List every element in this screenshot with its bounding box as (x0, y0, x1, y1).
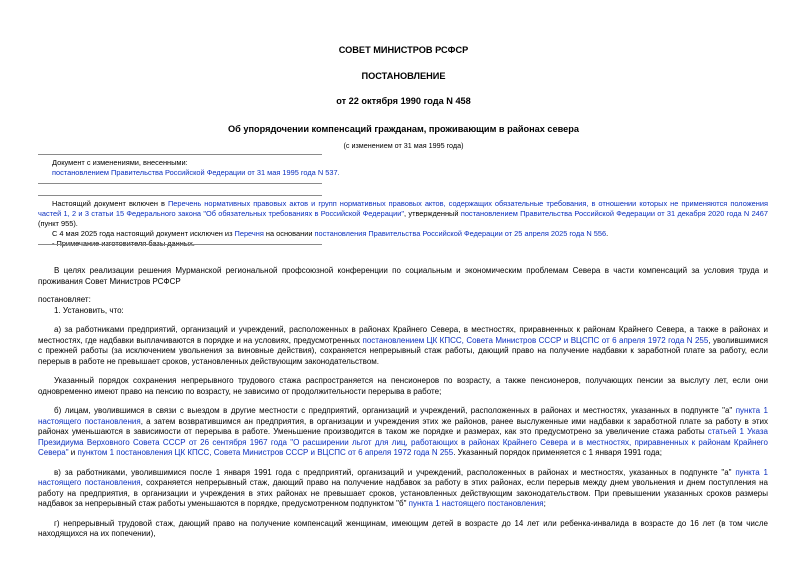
changes-label: Документ с изменениями, внесенными: (52, 158, 188, 167)
amendment-link[interactable]: постановлением Правительства Российской Федерации от 31 мая 1995 года N 537. (52, 168, 340, 177)
decree-255-item-1-link[interactable]: пунктом 1 постановления ЦК КПСС, Совета Министров СССР и ВЦСПС от 6 апреля 1972 года N 255 (77, 448, 454, 457)
document-type-heading: ПОСТАНОВЛЕНИЕ (361, 71, 446, 81)
subitem-b: б) лицам, уволившимся в связи с выездом в другие местности с предприятий, организаций и учреждений, расположенных в районах и местностях, указанных в подпункте "а" пункта 1 настоящего постановления, а затем возвратившимся ан предприятия, в организации и учреждения этих же районов, ранее выслуженные ими надбавки к заработной плате за работу в этих районах уменьшаются в зависимости от перерыва в работе. Уменьшение производится в таком же порядке и размерах, как это предусмотрено за увеличение стажа работы статьей 1 Указа Президиума Верховного Совета СССР от 26 сентября 1967 года "О расширении льгот для лиц, работающих в районах Крайнего Севера и в местностях, приравненных к районам Крайнего Севера" и пунктом 1 постановления ЦК КПСС, Совета Министров СССР и ВЦСПС от 6 апреля 1972 года N 255. Указанный порядок применяется с 1 января 1991 года; (38, 406, 768, 457)
item-1-link-3[interactable]: пункта 1 настоящего постановления (408, 499, 544, 508)
changes-box-bottom-rule (38, 183, 322, 184)
list-link[interactable]: Перечня (234, 229, 264, 238)
presidium-decree-link[interactable]: статьей 1 Указа Президиума Верховного Совета СССР от 26 сентября 1967 года "О расширении льгот для лиц, работающих в районах Крайнего Севера и в местностях, приравненных к районам Крайнего Севера" (38, 427, 768, 457)
database-note: - Примечание изготовителя базы данных. (52, 239, 195, 248)
changes-box-top-rule (38, 154, 322, 155)
notice-paragraph-1: Настоящий документ включен в Перечень нормативных правовых актов и групп нормативных правовых актов, содержащих обязательные требования, в отношении которых не применяются положения частей 1, 2 и 3 статьи 15 Федерального закона "Об обязательных требованиях в Российской Федерации", утвержденный постановлением Правительства Российской Федерации от 31 декабря 2020 года N 2467 (пункт 955). (38, 199, 769, 228)
item-1-heading: 1. Установить, что: (54, 305, 124, 315)
notice-box-bottom-rule (38, 244, 322, 245)
requirements-list-link[interactable]: Перечень нормативных правовых актов и групп нормативных правовых актов, содержащих обязательные требования, в отношении которых не применяются положения частей 1, 2 и 3 статьи 15 Федерального закона "Об обязательных требованиях в Российской Федерации" (38, 199, 768, 218)
subitem-a-note: Указанный порядок сохранения непрерывного трудового стажа распространяется на пенсионеров по возрасту, а также пенсионеров, получающих пенсии за выслугу лет, если они одновременно имеют право на пенсию по возрасту, не зависимо от продолжительности перерыва в работе; (38, 376, 768, 396)
resolves-line: постановляет: (38, 295, 91, 304)
changes-box (52, 158, 772, 178)
subitem-a: а) за работниками предприятий, организаций и учреждений, расположенных в районах Крайнего Севера, в местностях, приравненных к районам Крайнего Севера, а также в районах и местностях, где надбавки выплачиваются в порядке и на условиях, предусмотренных постановлением ЦК КПСС, Совета Министров СССР и ВЦСПС от 6 апреля 1972 года N 255, уволившимися с прежней работы (за исключением увольнения за виновные действия), сохраняется непрерывный стаж работы, дающий право на получение надбавки к заработной плате за работу, если перерыв в работе не превышает сроков, установленных действующим законодательством. (38, 325, 768, 366)
document-title: Об упорядочении компенсаций гражданам, проживающим в районах севера (227, 124, 580, 134)
subitem-v: в) за работниками, уволившимися после 1 января 1991 года с предприятий, организаций и учреждений, расположенных в районах и местностях, указанных в подпункте "а" пункта 1 настоящего постановления, сохраняется непрерывный стаж, дающий право на получение надбавок за работу в этих районах, если перерыв между днем увольнения и днем поступления на работу на предприятия, в организации и учреждения в этих районах не превышает сроков, установленных действующим законодательством. При превышении указанных сроков размеры надбавок за непрерывный стаж работы уменьшаются в порядке, предусмотренном подпунктом "б" пункта 1 настоящего постановления; (38, 467, 769, 508)
item-1-link[interactable]: пункта 1 настоящего постановления (38, 406, 768, 426)
intro-paragraph: В целях реализации решения Мурманской региональной профсоюзной конференции по социальным и экономическим проблемам Севера в части компенсаций за условия труда и проживания Совет Министров РСФСР (38, 266, 768, 286)
notice-box (38, 199, 768, 249)
issuer-heading: СОВЕТ МИНИСТРОВ РСФСР (338, 45, 469, 55)
document-body (38, 266, 768, 540)
subitem-g: г) непрерывный трудовой стаж, дающий право на получение компенсаций женщинам, имеющим детей в возрасте до 14 лет или ребенка-инвалида в возрасте до 16 лет (в том числе находящихся на их попечении), (38, 518, 768, 538)
notice-paragraph-2: С 4 мая 2025 года настоящий документ исключен из Перечня на основании постановления Правительства Российской Федерации от 25 апреля 2025 года N 556. (52, 229, 609, 238)
item-1-link-2[interactable]: пункта 1 настоящего постановления (38, 467, 768, 487)
date-number-heading: от 22 октября 1990 года N 458 (336, 96, 471, 106)
decree-255-link[interactable]: постановлением ЦК КПСС, Совета Министров СССР и ВЦСПС от 6 апреля 1972 года N 255 (362, 335, 709, 345)
notice-box-top-rule (38, 195, 322, 196)
edition-note: (с изменением от 31 мая 1995 года) (343, 141, 464, 150)
government-decree-556-link[interactable]: постановления Правительства Российской Федерации от 25 апреля 2025 года N 556 (314, 229, 607, 238)
government-decree-2467-link[interactable]: постановлением Правительства Российской Федерации от 31 декабря 2020 года N 2467 (460, 209, 769, 218)
